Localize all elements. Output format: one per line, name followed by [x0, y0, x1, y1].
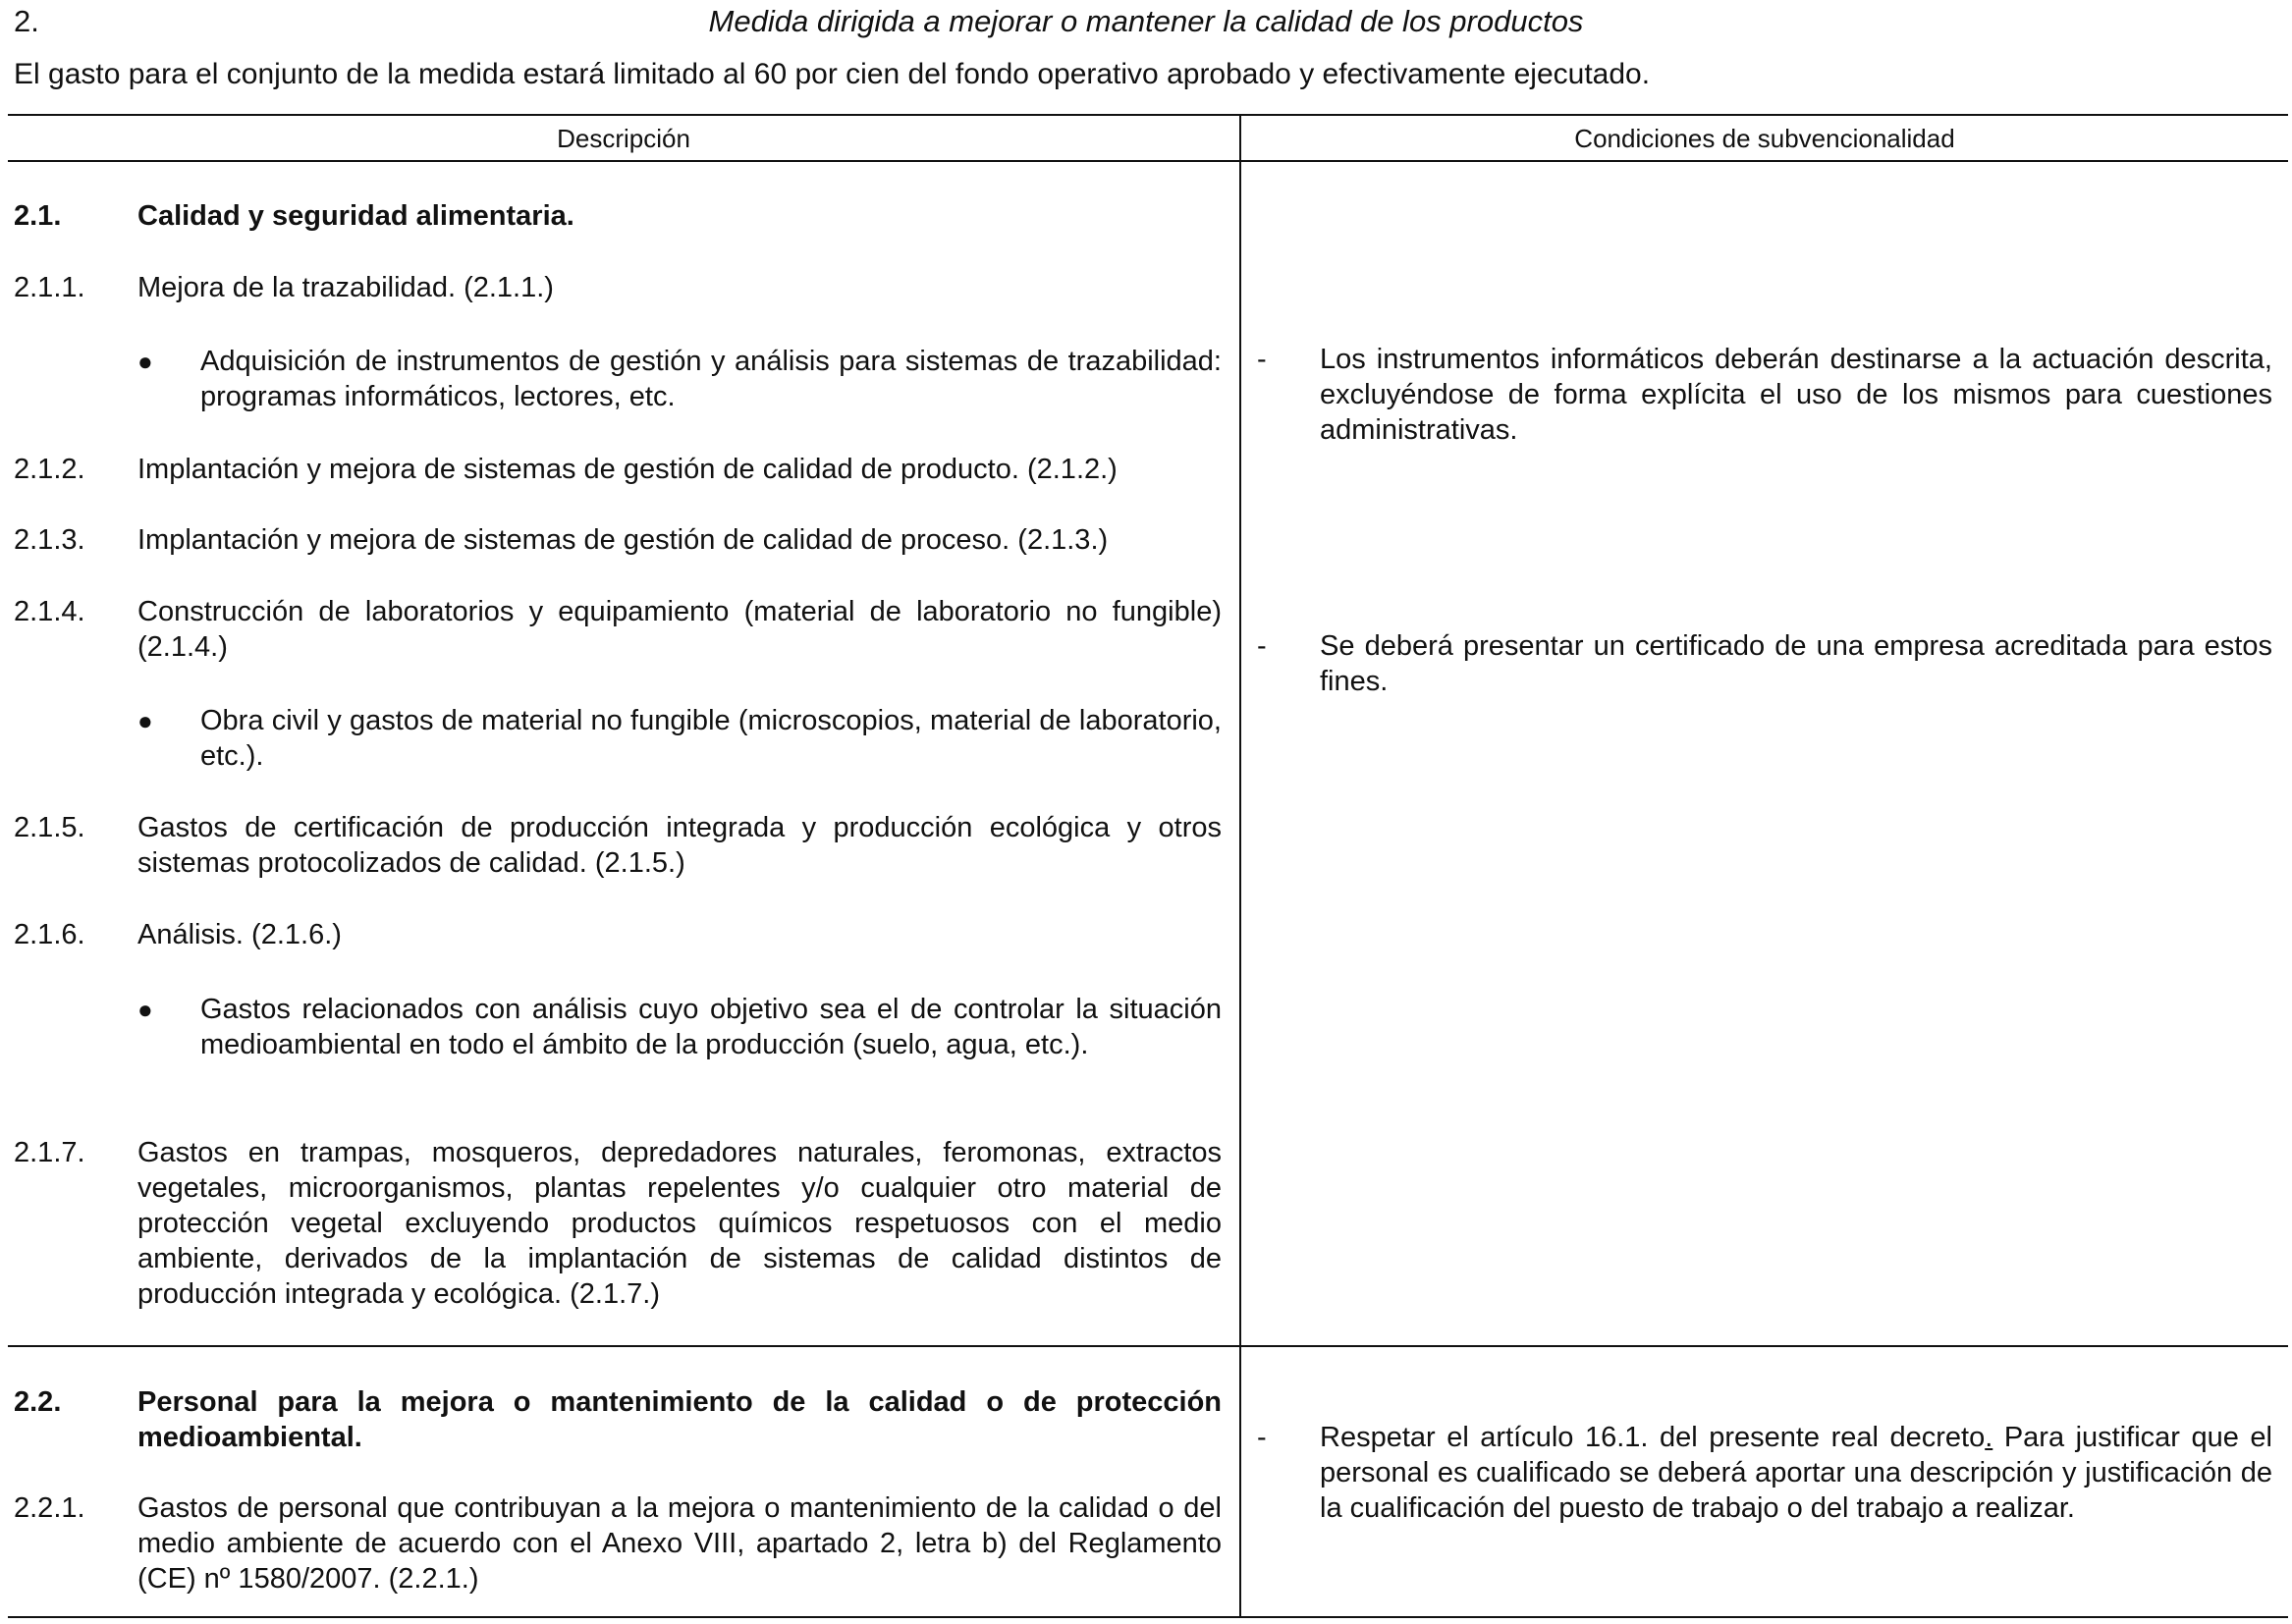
- column-header-conditions: Condiciones de subvencionalidad: [1574, 124, 1955, 153]
- bullet-text: Gastos relacionados con análisis cuyo objetivo sea el de controlar la situación medioambiental en todo el ámbito de la producción (suelo, agua, etc.).: [200, 994, 1222, 1060]
- item-text: Gastos de personal que contribuyan a la mejora o mantenimiento de la calidad o del medio ambiente de acuerdo con el Anexo VIII, apartado 2, letra b) del Reglamento (CE) nº 1580/2007. (2.2.1.): [137, 1492, 1222, 1595]
- column-header-description: Descripción: [557, 124, 690, 153]
- section-heading-number: 2.: [14, 4, 39, 38]
- item-number: 2.2.1.: [14, 1492, 85, 1524]
- item-text: Implantación y mejora de sistemas de gestión de calidad de proceso. (2.1.3.): [137, 524, 1109, 556]
- section-title: Calidad y seguridad alimentaria.: [137, 200, 574, 232]
- section-number: 2.2.: [14, 1386, 62, 1418]
- item-text: Gastos de certificación de producción integrada y producción ecológica y otros sistemas protocolizados de calidad. (2.1.5.): [137, 812, 1222, 879]
- item-text: Implantación y mejora de sistemas de gestión de calidad de producto. (2.1.2.): [137, 454, 1118, 485]
- condition-text: Los instrumentos informáticos deberán destinarse a la actuación descrita, excluyéndose de forma explícita el uso de los mismos para cuestiones administrativas.: [1320, 344, 2272, 446]
- item-text: Construcción de laboratorios y equipamiento (material de laboratorio no fungible) (2.1.4.): [137, 596, 1222, 663]
- condition-dash: -: [1257, 1422, 1267, 1453]
- condition-text-part-a: Respetar el artículo 16.1. del presente real decreto: [1320, 1422, 1986, 1453]
- item-number: 2.1.4.: [14, 596, 85, 627]
- item-number: 2.1.5.: [14, 812, 85, 843]
- section-heading: [0, 2, 2292, 41]
- bullet-text: Obra civil y gastos de material no fungible (microscopios, material de laboratorio, etc.).: [200, 705, 1222, 772]
- table-header-rule: [8, 160, 2288, 162]
- table-section-rule: [8, 1345, 2288, 1347]
- bullet-icon: ●: [137, 347, 153, 376]
- condition-dash: -: [1257, 344, 1267, 375]
- item-number: 2.1.2.: [14, 454, 85, 485]
- intro-paragraph: El gasto para el conjunto de la medida estará limitado al 60 por cien del fondo operativo aprobado y efectivamente ejecutado.: [14, 58, 1651, 90]
- item-text: Análisis. (2.1.6.): [137, 919, 342, 950]
- table-bottom-rule: [8, 1616, 2288, 1618]
- table-column-divider: [1239, 114, 1241, 1618]
- condition-text-underlined-dot: .: [1985, 1422, 1993, 1453]
- section-title: Personal para la mejora o mantenimiento de la calidad o de protección medioambiental.: [137, 1386, 1222, 1453]
- condition-text-part-b: Para justificar que el personal es cualificado se deberá aportar una descripción y justificación de la cualificación del puesto de trabajo o del trabajo a realizar.: [1320, 1422, 2272, 1524]
- condition-text: Se deberá presentar un certificado de una empresa acreditada para estos fines.: [1320, 630, 2272, 697]
- section-number: 2.1.: [14, 200, 62, 232]
- item-text: Mejora de la trazabilidad. (2.1.1.): [137, 272, 554, 303]
- table-top-rule: [8, 114, 2288, 116]
- item-number: 2.1.6.: [14, 919, 85, 950]
- item-number: 2.1.3.: [14, 524, 85, 556]
- bullet-icon: ●: [137, 706, 153, 735]
- condition-text: [1320, 1420, 2272, 1526]
- condition-dash: -: [1257, 630, 1267, 662]
- bullet-text: Adquisición de instrumentos de gestión y análisis para sistemas de trazabilidad: programas informáticos, lectores, etc.: [200, 346, 1222, 412]
- bullet-icon: ●: [137, 995, 153, 1024]
- item-number: 2.1.7.: [14, 1137, 85, 1168]
- item-text: Gastos en trampas, mosqueros, depredadores naturales, feromonas, extractos vegetales, microorganismos, plantas repelentes y/o cualquier otro material de protección vegetal excluyendo productos químicos respetuosos con el medio ambiente, derivados de la implantación de sistemas de calidad distintos de producción integrada y ecológica. (2.1.7.): [137, 1137, 1222, 1310]
- item-number: 2.1.1.: [14, 272, 85, 303]
- section-heading-title: Medida dirigida a mejorar o mantener la calidad de los productos: [708, 4, 1584, 38]
